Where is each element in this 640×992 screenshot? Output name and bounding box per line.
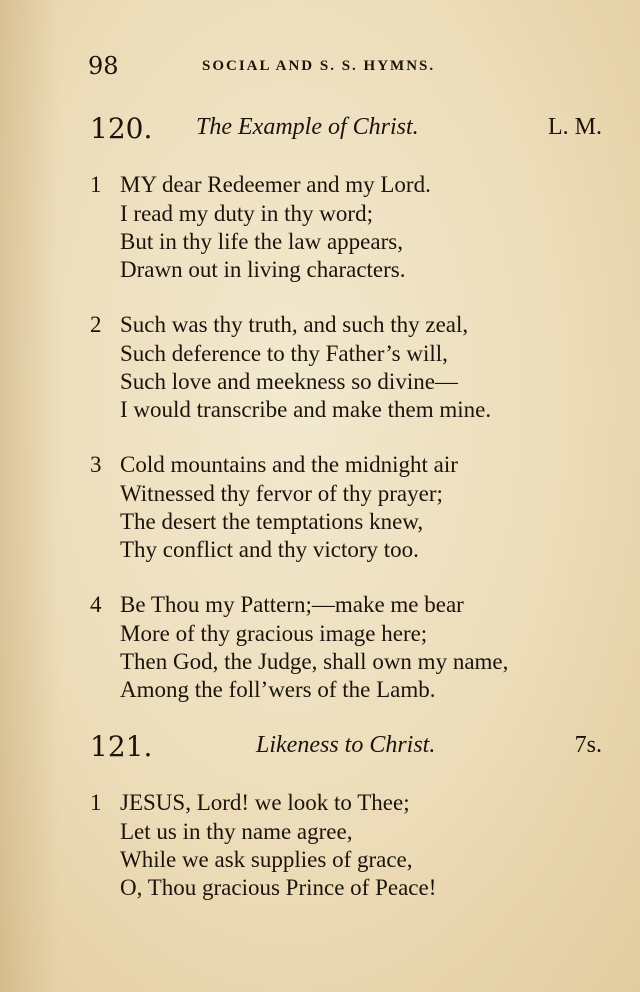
hymn-number: 121.: [90, 730, 153, 763]
hymn-heading: [90, 112, 602, 152]
verse-line: The desert the temptations knew,: [120, 509, 424, 534]
hymn-title: The Example of Christ.: [196, 114, 419, 140]
verse-line: Then God, the Judge, shall own my name,: [120, 649, 509, 674]
stanza-number: 1: [90, 790, 102, 815]
verse-line: Be Thou my Pattern;—make me bear: [120, 592, 464, 617]
running-head: SOCIAL AND S. S. HYMNS.: [202, 58, 436, 74]
hymn-meter: L. M.: [548, 114, 602, 140]
page-header: [88, 52, 600, 88]
verse-line: Such deference to thy Father’s will,: [120, 341, 448, 366]
verse-line: But in thy life the law appears,: [120, 229, 403, 254]
verse-line: I read my duty in thy word;: [120, 201, 373, 226]
hymn-number: 120.: [90, 112, 153, 145]
hymn-meter: 7s.: [574, 732, 602, 758]
verse-line: JESUS, Lord! we look to Thee;: [120, 790, 410, 815]
verse-line: O, Thou gracious Prince of Peace!: [120, 875, 437, 900]
verse-line: Among the foll’wers of the Lamb.: [120, 677, 436, 702]
stanza-number: 4: [90, 592, 102, 617]
page-number: 98: [88, 52, 119, 80]
hymn-title: Likeness to Christ.: [256, 732, 436, 758]
verse-line: MY dear Redeemer and my Lord.: [120, 172, 431, 197]
verse-line: More of thy gracious image here;: [120, 621, 428, 646]
verse-line: While we ask supplies of grace,: [120, 847, 413, 872]
verse-line: I would transcribe and make them mine.: [120, 397, 492, 422]
verse-line: Thy conflict and thy victory too.: [120, 537, 419, 562]
verse-line: Such was thy truth, and such thy zeal,: [120, 312, 469, 337]
verse-line: Cold mountains and the midnight air: [120, 452, 458, 477]
hymn-heading: [90, 730, 602, 770]
verse-line: Such love and meekness so divine—: [120, 369, 458, 394]
verse-line: Witnessed thy fervor of thy prayer;: [120, 481, 443, 506]
stanza-number: 1: [90, 172, 102, 197]
verse-line: Drawn out in living characters.: [120, 257, 406, 282]
stanza-number: 2: [90, 312, 102, 337]
page-stain: [0, 0, 60, 992]
verse-line: Let us in thy name agree,: [120, 819, 353, 844]
stanza-number: 3: [90, 452, 102, 477]
